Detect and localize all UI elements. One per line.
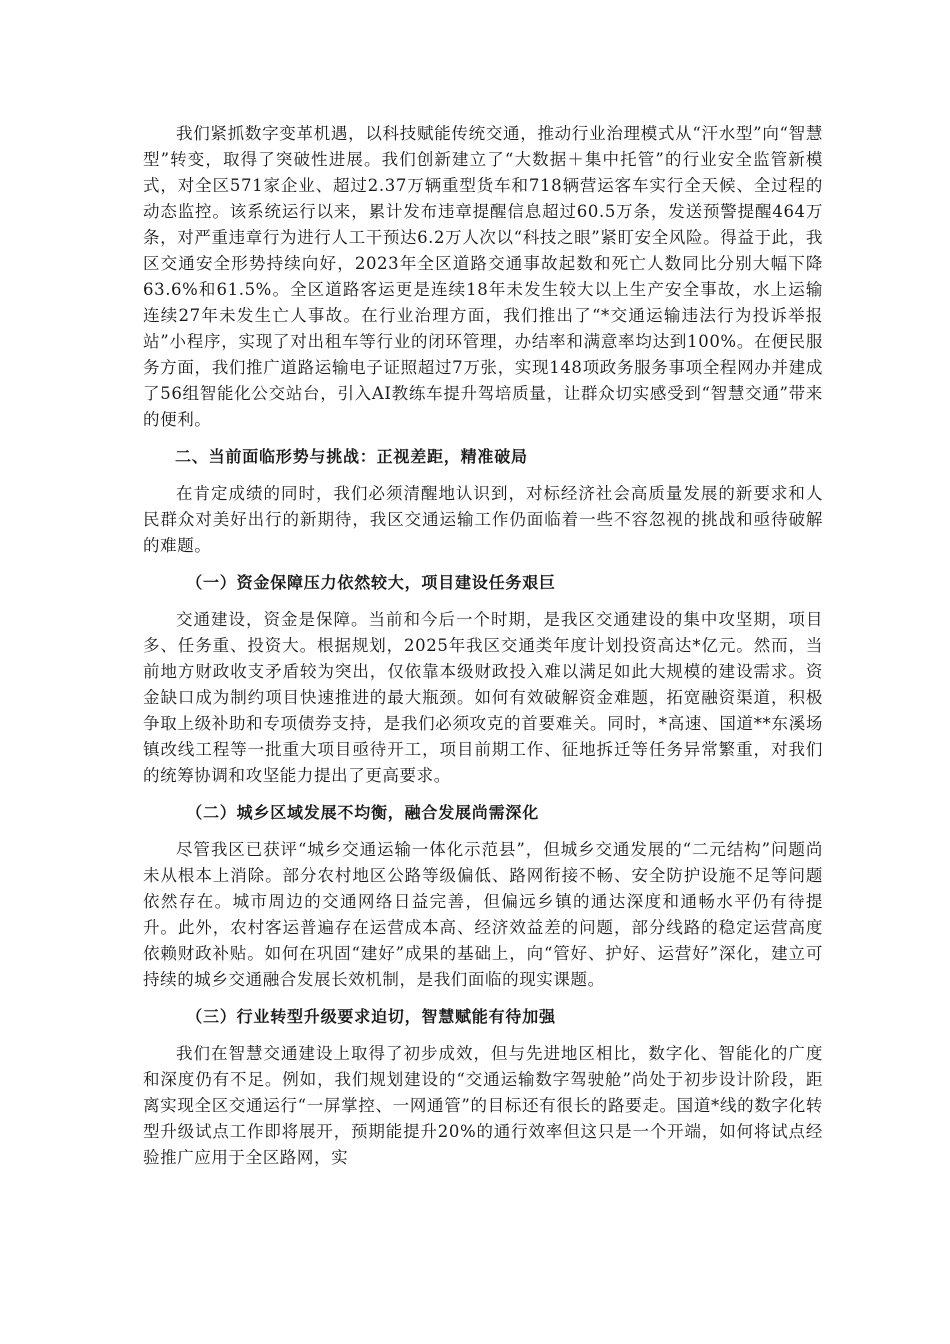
paragraph-urban-rural-imbalance: 尽管我区已获评“城乡交通运输一体化示范县”，但城乡交通发展的“二元结构”问题尚未从根本上消除。部分农村地区公路等级偏低、路网衔接不畅、安全防护设施不足等问题依然存在。城市周边的交通网络日益完善，但偏远乡镇的通达深度和通畅水平仍有待提升。此外，农村客运普遍存在运营成本高、经济效益差的问题，部分线路的稳定运营高度依赖财政补贴。如何在巩固“建好”成果的基础上，向“管好、护好、运营好”深化，建立可持续的城乡交通融合发展长效机制，是我们面临的现实课题。 xyxy=(143,840,823,989)
paragraph-smart-transport-achievements: 我们紧抓数字变革机遇，以科技赋能传统交通，推动行业治理模式从“汗水型”向“智慧型”转变，取得了突破性进展。我们创新建立了“大数据＋集中托管”的行业安全监管新模式，对全区571家企业、超过2.37万辆重型货车和718辆营运客车实行全天候、全过程的动态监控。该系统运行以来，累计发布违章提醒信息超过60.5万条，发送预警提醒464万条，对严重违章行为进行人工干预达6.2万人次以“科技之眼”紧盯安全风险。得益于此，我区交通安全形势持续向好，2023年全区道路交通事故起数和死亡人数同比分别大幅下降63.6%和61.5%。全区道路客运更是连续18年未发生较大以上生产安全事故，水上运输连续27年未发生亡人事故。在行业治理方面，我们推出了“*交通运输违法行为投诉举报站”小程序，实现了对出租车等行业的闭环管理，办结率和满意率均达到100%。在便民服务方面，我们推广道路运输电子证照超过7万张，实现148项政务服务事项全程网办并建成了56组智能化公交站台，引入AI教练车提升驾培质量，让群众切实感受到“智慧交通”带来的便利。 xyxy=(143,124,823,429)
paragraph-industry-transformation: 我们在智慧交通建设上取得了初步成效，但与先进地区相比，数字化、智能化的广度和深度仍有不足。例如，我们规划建设的“交通运输数字驾驶舱”尚处于初步设计阶段，距离实现全区交通运行“一屏掌控、一网通管”的目标还有很长的路要走。国道*线的数字化转型升级试点工作即将展开，预期能提升20%的通行效率但这只是一个开端，如何将试点经验推广应用于全区路网，实 xyxy=(143,1044,823,1167)
document-body xyxy=(143,121,823,1182)
subheading-industry-transformation: （三）行业转型升级要求迫切，智慧赋能有待加强 xyxy=(186,1007,556,1026)
section-heading-challenges: 二、当前面临形势与挑战：正视差距，精准破局 xyxy=(175,447,528,466)
paragraph-funding-pressure: 交通建设，资金是保障。当前和今后一个时期，是我区交通建设的集中攻坚期，项目多、任务重、投资大。根据规划，2025年我区交通类年度计划投资高达*亿元。然而，当前地方财政收支矛盾较为突出，仅依靠本级财政投入难以满足如此大规模的建设需求。资金缺口成为制约项目快速推进的最大瓶颈。如何有效破解资金难题，拓宽融资渠道，积极争取上级补助和专项债券支持，是我们必须攻克的首要难关。同时，*高速、国道**东溪场镇改线工程等一批重大项目亟待开工，项目前期工作、征地拆迁等任务异常繁重，对我们的统筹协调和攻坚能力提出了更高要求。 xyxy=(143,610,823,785)
paragraph-challenges-intro: 在肯定成绩的同时，我们必须清醒地认识到，对标经济社会高质量发展的新要求和人民群众对美好出行的新期待，我区交通运输工作仍面临着一些不容忽视的挑战和亟待破解的难题。 xyxy=(143,484,823,555)
subheading-funding-pressure: （一）资金保障压力依然较大，项目建设任务艰巨 xyxy=(186,573,556,592)
subheading-urban-rural-imbalance: （二）城乡区域发展不均衡，融合发展尚需深化 xyxy=(186,803,539,822)
